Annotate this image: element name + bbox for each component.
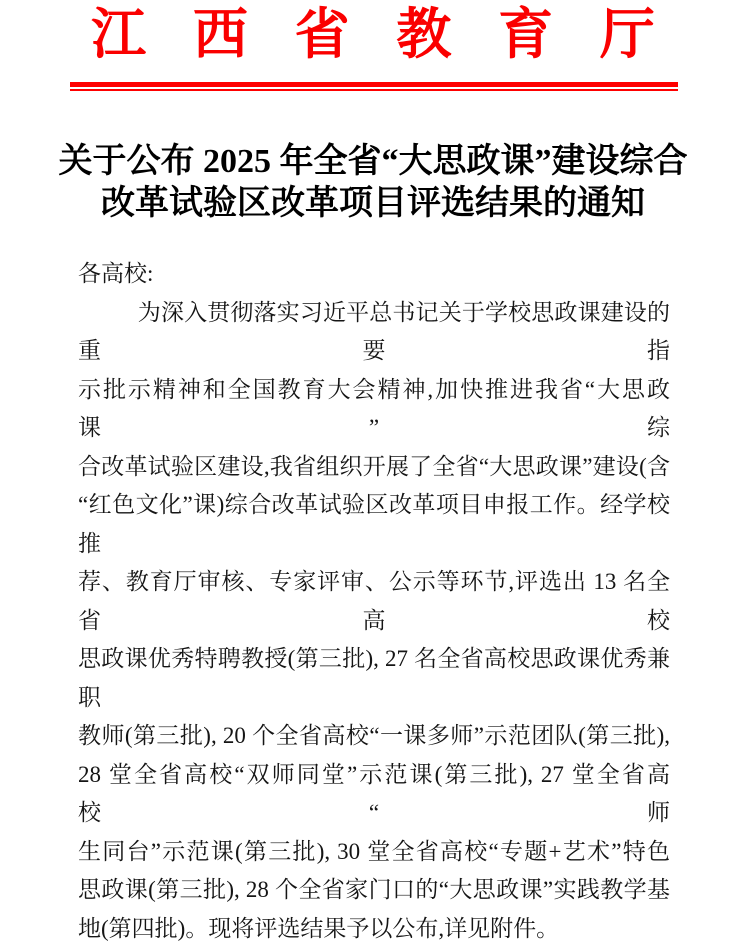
body-line: 荐、教育厅审核、专家评审、公示等环节,评选出 13 名全省高校: [78, 563, 670, 640]
body-line: 合改革试验区建设,我省组织开展了全省“大思政课”建设(含: [78, 448, 670, 487]
notice-title-line-2: 改革试验区改革项目评选结果的通知: [0, 183, 746, 225]
notice-title-line-1: 关于公布 2025 年全省“大思政课”建设综合: [0, 141, 746, 183]
body-line: 示批示精神和全国教育大会精神,加快推进我省“大思政课”综: [78, 371, 670, 448]
body-line: 28 堂全省高校“双师同堂”示范课(第三批), 27 堂全省高校“师: [78, 756, 670, 833]
notice-title: [0, 141, 746, 225]
body-line: 教师(第三批), 20 个全省高校“一课多师”示范团队(第三批),: [78, 717, 670, 756]
body-line: “红色文化”课)综合改革试验区改革项目申报工作。经学校推: [78, 486, 670, 563]
body-line: 地(第四批)。现将评选结果予以公布,详见附件。: [78, 910, 670, 948]
salutation: 各高校:: [78, 255, 670, 294]
body-line: 思政课(第三批), 28 个全省家门口的“大思政课”实践教学基: [78, 871, 670, 910]
body-line: 生同台”示范课(第三批), 30 堂全省高校“专题+艺术”特色: [78, 833, 670, 872]
body-line: 为深入贯彻落实习近平总书记关于学校思政课建设的重要指: [78, 294, 670, 371]
body-line: 思政课优秀特聘教授(第三批), 27 名全省高校思政课优秀兼职: [78, 640, 670, 717]
notice-body: [78, 255, 670, 948]
red-header-divider-rule: [70, 82, 678, 91]
agency-name-header: 江西省教育厅: [0, 6, 746, 64]
official-notice-page: [0, 6, 746, 727]
